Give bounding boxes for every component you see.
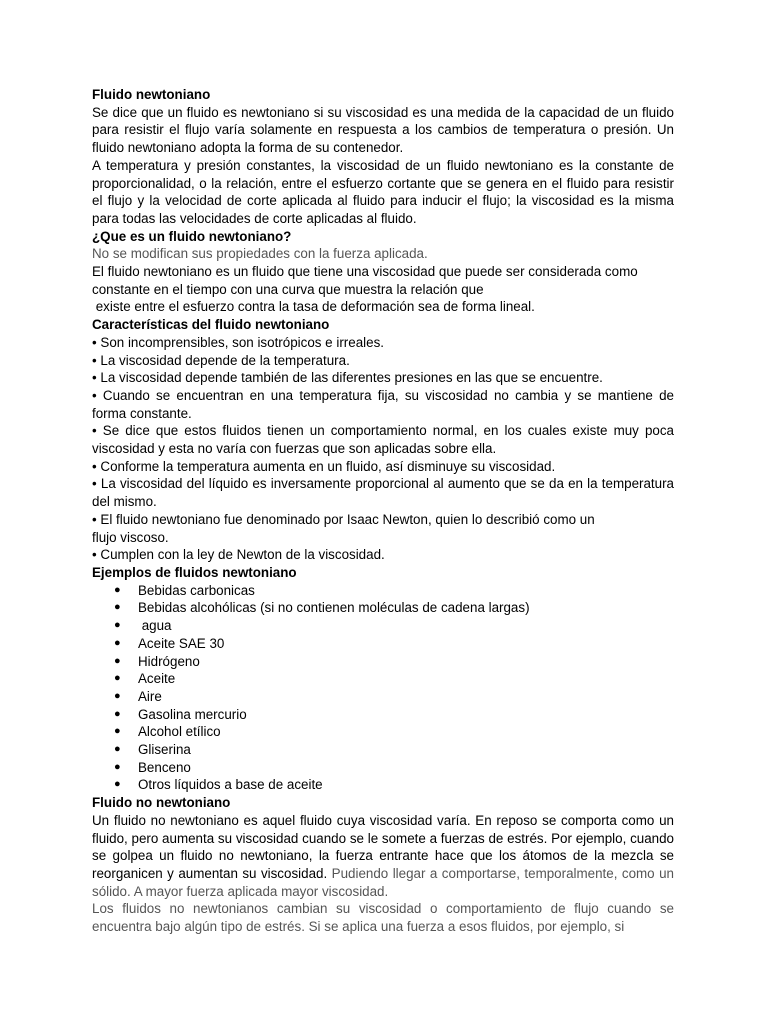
bullet-icon: ●: [114, 778, 121, 791]
characteristics-list: [92, 334, 674, 564]
list-item: [92, 635, 674, 653]
list-item: [92, 706, 674, 724]
characteristic-item: flujo viscoso.: [92, 529, 169, 545]
paragraph-line-1: El fluido newtoniano es un fluido que tiene una viscosidad que puede ser considerada como: [92, 264, 638, 280]
example-label: Aceite SAE 30: [138, 635, 225, 651]
paragraph-non-newtonian-definition: [92, 812, 674, 901]
document-page: [92, 86, 674, 936]
example-label: Hidrógeno: [138, 653, 200, 669]
list-item: [92, 582, 674, 600]
list-item: [92, 759, 674, 777]
bullet-icon: ●: [114, 583, 121, 596]
example-label: Bebidas alcohólicas (si no contienen moléculas de cadena largas): [138, 600, 530, 616]
paragraph-text-gray: Pudiendo llegar a comportarse, temporalmente, como un sólido. A mayor fuerza aplicada mayor viscosidad.: [92, 865, 674, 899]
example-label: Gliserina: [138, 742, 191, 758]
list-item: [92, 776, 674, 794]
bullet-icon: ●: [114, 601, 121, 614]
list-item: [92, 617, 674, 635]
examples-list: [92, 582, 674, 794]
example-label: Aceite: [138, 671, 176, 687]
characteristic-item: • El fluido newtoniano fue denominado por Isaac Newton, quien lo describió como un: [92, 511, 595, 527]
bullet-icon: ●: [114, 672, 121, 685]
list-item: [92, 653, 674, 671]
example-label: Otros líquidos a base de aceite: [138, 777, 323, 793]
example-label: agua: [138, 618, 172, 634]
bullet-icon: ●: [114, 636, 121, 649]
characteristic-item: • Cumplen con la ley de Newton de la viscosidad.: [92, 547, 385, 563]
section-title-non-newtonian: Fluido no newtoniano: [92, 795, 231, 811]
example-label: Gasolina mercurio: [138, 706, 247, 722]
list-item: [92, 670, 674, 688]
characteristic-item: • Son incomprensibles, son isotrópicos e irreales.: [92, 334, 384, 350]
example-label: Alcohol etílico: [138, 724, 221, 740]
paragraph-non-newtonian-stress: Los fluidos no newtonianos cambian su viscosidad o comportamiento de flujo cuando se encuentra bajo algún tipo de estrés. Si se aplica una fuerza a esos fluidos, por ejemplo, si: [92, 901, 674, 935]
section-title-what-is-newtonian: ¿Que es un fluido newtoniano?: [92, 228, 292, 244]
paragraph-line-3: existe entre el esfuerzo contra la tasa de deformación sea de forma lineal.: [92, 299, 535, 315]
paragraph-text-black: Un fluido no newtoniano es aquel fluido cuya viscosidad varía. En reposo se comporta como un fluido, pero aumenta su viscosidad cuando se le somete a fuerzas de estrés. Por ejemplo, cuando se golpea un fluido no newtoniano, la fuerza entrante hace que los átomos de la mezcla se reorganicen y aumentan su viscosidad.: [92, 812, 674, 881]
bullet-icon: ●: [114, 654, 121, 667]
section-title-examples: Ejemplos de fluidos newtoniano: [92, 564, 297, 580]
bullet-icon: ●: [114, 619, 121, 632]
characteristic-item: • Cuando se encuentran en una temperatura fija, su viscosidad no cambia y se mantiene de forma constante.: [92, 387, 674, 421]
bullet-icon: ●: [114, 743, 121, 756]
bullet-icon: ●: [114, 725, 121, 738]
list-item: [92, 688, 674, 706]
characteristic-item: • La viscosidad depende de la temperatura.: [92, 352, 350, 368]
section-title-characteristics: Características del fluido newtoniano: [92, 317, 330, 333]
example-label: Bebidas carbonicas: [138, 582, 255, 598]
subtitle-properties: No se modifican sus propiedades con la fuerza aplicada.: [92, 246, 428, 262]
section-title-newtonian-fluid: Fluido newtoniano: [92, 87, 211, 102]
characteristic-item: • La viscosidad del líquido es inversamente proporcional al aumento que se da en la temperatura del mismo.: [92, 476, 674, 510]
example-label: Benceno: [138, 759, 191, 775]
paragraph-newtonian-viscosity: A temperatura y presión constantes, la viscosidad de un fluido newtoniano es la constante de proporcionalidad, o la relación, entre el esfuerzo cortante que se genera en el fluido para resistir el flujo y la velocidad de corte aplicada al fluido para inducir el flujo; la viscosidad es la misma para todas las velocidades de corte aplicadas al fluido.: [92, 157, 674, 226]
characteristic-item: • La viscosidad depende también de las diferentes presiones en las que se encuentre.: [92, 370, 603, 386]
characteristic-item: • Se dice que estos fluidos tienen un comportamiento normal, en los cuales existe muy poca viscosidad y esta no varía con fuerzas que son aplicadas sobre ella.: [92, 423, 674, 457]
example-label: Aire: [138, 688, 162, 704]
characteristic-item: • Conforme la temperatura aumenta en un fluido, así disminuye su viscosidad.: [92, 458, 556, 474]
bullet-icon: ●: [114, 689, 121, 702]
list-item: [92, 599, 674, 617]
paragraph-newtonian-definition: Se dice que un fluido es newtoniano si su viscosidad es una medida de la capacidad de un fluido para resistir el flujo varía solamente en respuesta a los cambios de temperatura o presión. Un fluido newtoniano adopta la forma de su contenedor.: [92, 104, 674, 156]
bullet-icon: ●: [114, 760, 121, 773]
paragraph-line-2: constante en el tiempo con una curva que muestra la relación que: [92, 281, 484, 297]
bullet-icon: ●: [114, 707, 121, 720]
list-item: [92, 723, 674, 741]
list-item: [92, 741, 674, 759]
